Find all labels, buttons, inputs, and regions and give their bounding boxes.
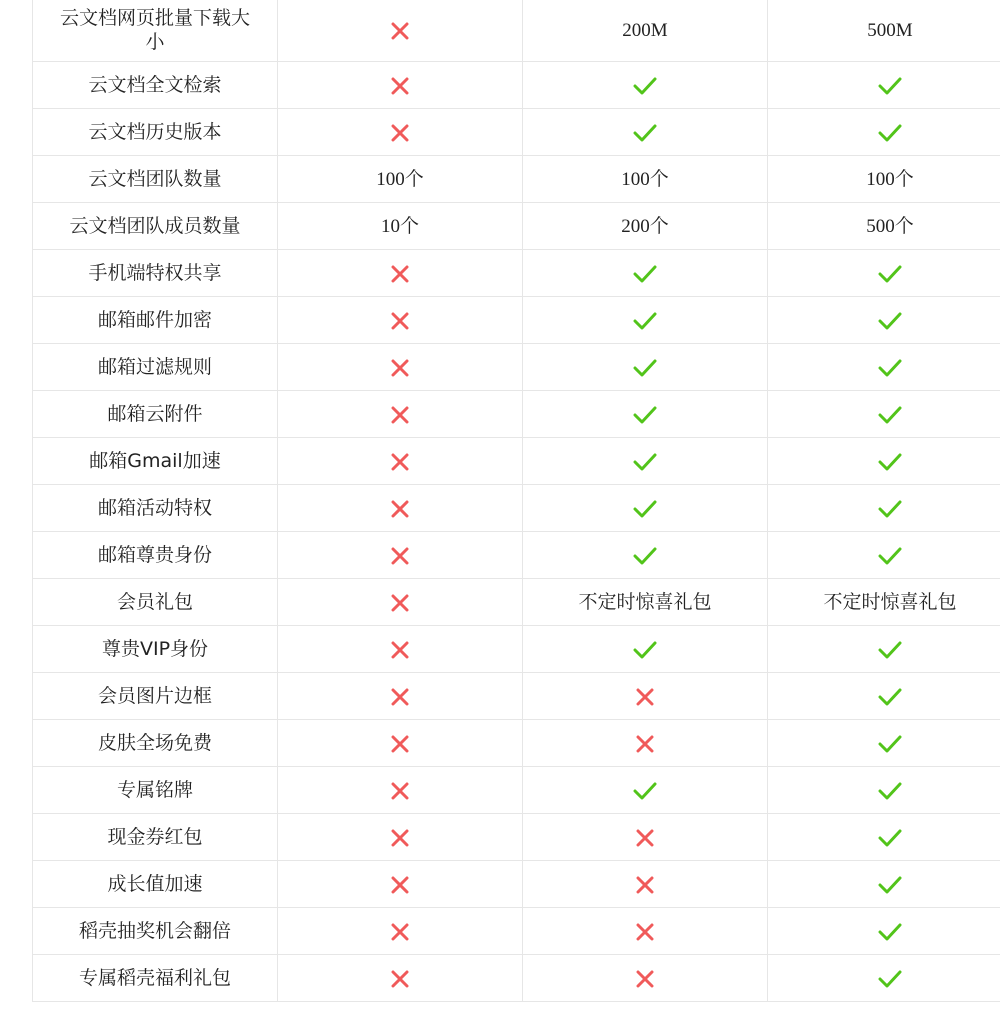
- plan-cell-3: [768, 579, 1000, 626]
- check-icon: [633, 311, 657, 331]
- feature-cell: [33, 438, 278, 485]
- table-row: [33, 626, 1000, 673]
- check-icon: [633, 76, 657, 96]
- feature-label: 云文档团队成员数量: [69, 215, 241, 237]
- feature-label: 云文档网页批量下载大小: [59, 7, 250, 53]
- value-text: 500个: [866, 215, 914, 237]
- plan-cell-2: [523, 203, 768, 250]
- plan-cell-2: [523, 391, 768, 438]
- check-icon: [633, 358, 657, 378]
- table-row: [33, 250, 1000, 297]
- feature-cell: [33, 156, 278, 203]
- feature-label: 邮箱邮件加密: [97, 309, 212, 331]
- plan-cell-3: [768, 391, 1000, 438]
- check-icon: [633, 123, 657, 143]
- plan-cell-3: [768, 0, 1000, 62]
- plan-cell-2: [523, 250, 768, 297]
- plan-cell-2: [523, 861, 768, 908]
- plan-cell-1: [278, 62, 523, 109]
- cross-icon: [636, 688, 654, 706]
- plan-cell-2: [523, 109, 768, 156]
- feature-label: 云文档全文检索: [88, 74, 222, 96]
- plan-cell-1: [278, 485, 523, 532]
- cross-icon: [391, 594, 409, 612]
- feature-cell: [33, 861, 278, 908]
- feature-label: 手机端特权共享: [88, 262, 222, 284]
- feature-cell: [33, 250, 278, 297]
- plan-cell-2: [523, 297, 768, 344]
- check-icon: [633, 640, 657, 660]
- check-icon: [633, 499, 657, 519]
- feature-cell: [33, 579, 278, 626]
- table-row: [33, 673, 1000, 720]
- cross-icon: [391, 406, 409, 424]
- plan-cell-1: [278, 814, 523, 861]
- plan-cell-2: [523, 767, 768, 814]
- feature-label: 成长值加速: [107, 873, 203, 895]
- check-icon: [878, 405, 902, 425]
- cross-icon: [391, 688, 409, 706]
- feature-label: 专属铭牌: [116, 779, 193, 801]
- check-icon: [878, 76, 902, 96]
- value-text: 不定时惊喜礼包: [823, 591, 957, 613]
- feature-cell: [33, 391, 278, 438]
- cross-icon: [391, 641, 409, 659]
- plan-cell-2: [523, 720, 768, 767]
- check-icon: [878, 311, 902, 331]
- cross-icon: [636, 829, 654, 847]
- plan-cell-2: [523, 908, 768, 955]
- value-text: 100个: [376, 168, 424, 190]
- plan-cell-3: [768, 908, 1000, 955]
- plan-cell-3: [768, 297, 1000, 344]
- plan-cell-2: [523, 344, 768, 391]
- table-row: [33, 485, 1000, 532]
- plan-cell-2: [523, 62, 768, 109]
- check-icon: [878, 969, 902, 989]
- plan-cell-2: [523, 814, 768, 861]
- cross-icon: [391, 22, 409, 40]
- cross-icon: [391, 876, 409, 894]
- plan-cell-3: [768, 62, 1000, 109]
- plan-cell-1: [278, 438, 523, 485]
- cross-icon: [391, 312, 409, 330]
- check-icon: [878, 546, 902, 566]
- value-text: 10个: [380, 215, 419, 237]
- plan-cell-1: [278, 579, 523, 626]
- plan-cell-3: [768, 203, 1000, 250]
- feature-cell: [33, 0, 278, 62]
- plan-cell-3: [768, 861, 1000, 908]
- check-icon: [878, 828, 902, 848]
- table-row: [33, 0, 1000, 62]
- check-icon: [633, 546, 657, 566]
- feature-cell: [33, 109, 278, 156]
- plan-cell-3: [768, 673, 1000, 720]
- table-row: [33, 156, 1000, 203]
- table-row: [33, 62, 1000, 109]
- privilege-comparison-table: [32, 0, 1000, 1002]
- plan-cell-3: [768, 344, 1000, 391]
- cross-icon: [391, 265, 409, 283]
- feature-label: 会员图片边框: [97, 685, 212, 707]
- cross-icon: [391, 359, 409, 377]
- value-text: 100个: [621, 168, 669, 190]
- plan-cell-1: [278, 391, 523, 438]
- feature-label: 会员礼包: [116, 591, 193, 613]
- feature-label: 邮箱Gmail加速: [89, 450, 221, 472]
- plan-cell-3: [768, 156, 1000, 203]
- plan-cell-2: [523, 673, 768, 720]
- cross-icon: [391, 782, 409, 800]
- plan-cell-3: [768, 438, 1000, 485]
- feature-cell: [33, 767, 278, 814]
- plan-cell-3: [768, 485, 1000, 532]
- cross-icon: [391, 829, 409, 847]
- plan-cell-3: [768, 250, 1000, 297]
- plan-cell-1: [278, 908, 523, 955]
- value-text: 500M: [867, 19, 913, 41]
- feature-label: 尊贵VIP身份: [101, 638, 209, 660]
- value-text: 200M: [622, 19, 668, 41]
- table-row: [33, 203, 1000, 250]
- feature-label: 邮箱过滤规则: [97, 356, 212, 378]
- feature-cell: [33, 673, 278, 720]
- table-row: [33, 720, 1000, 767]
- feature-label: 邮箱活动特权: [97, 497, 212, 519]
- check-icon: [878, 640, 902, 660]
- feature-label: 皮肤全场免费: [97, 732, 212, 754]
- table-row: [33, 344, 1000, 391]
- check-icon: [878, 123, 902, 143]
- value-text: 200个: [621, 215, 669, 237]
- feature-label: 云文档历史版本: [88, 121, 222, 143]
- table-row: [33, 767, 1000, 814]
- feature-cell: [33, 62, 278, 109]
- feature-label: 邮箱尊贵身份: [97, 544, 212, 566]
- feature-cell: [33, 626, 278, 673]
- plan-cell-2: [523, 579, 768, 626]
- check-icon: [633, 781, 657, 801]
- plan-cell-3: [768, 955, 1000, 1002]
- cross-icon: [391, 735, 409, 753]
- plan-cell-1: [278, 955, 523, 1002]
- plan-cell-3: [768, 109, 1000, 156]
- plan-cell-1: [278, 767, 523, 814]
- feature-cell: [33, 908, 278, 955]
- plan-cell-1: [278, 203, 523, 250]
- cross-icon: [636, 735, 654, 753]
- plan-cell-1: [278, 673, 523, 720]
- cross-icon: [391, 453, 409, 471]
- table-row: [33, 861, 1000, 908]
- plan-cell-2: [523, 955, 768, 1002]
- check-icon: [878, 358, 902, 378]
- feature-cell: [33, 532, 278, 579]
- check-icon: [878, 734, 902, 754]
- cross-icon: [636, 876, 654, 894]
- plan-cell-1: [278, 109, 523, 156]
- plan-cell-3: [768, 720, 1000, 767]
- table-row: [33, 438, 1000, 485]
- cross-icon: [391, 500, 409, 518]
- plan-cell-1: [278, 532, 523, 579]
- table-row: [33, 814, 1000, 861]
- plan-cell-3: [768, 814, 1000, 861]
- check-icon: [878, 264, 902, 284]
- table-row: [33, 109, 1000, 156]
- plan-cell-1: [278, 0, 523, 62]
- feature-cell: [33, 344, 278, 391]
- value-text: 不定时惊喜礼包: [578, 591, 712, 613]
- feature-cell: [33, 203, 278, 250]
- feature-label: 稻壳抽奖机会翻倍: [78, 920, 231, 942]
- cross-icon: [636, 970, 654, 988]
- plan-cell-1: [278, 250, 523, 297]
- plan-cell-3: [768, 626, 1000, 673]
- table-row: [33, 955, 1000, 1002]
- plan-cell-2: [523, 438, 768, 485]
- feature-label: 专属稻壳福利礼包: [78, 967, 231, 989]
- table-row: [33, 908, 1000, 955]
- check-icon: [878, 499, 902, 519]
- check-icon: [633, 452, 657, 472]
- value-text: 100个: [866, 168, 914, 190]
- plan-cell-2: [523, 626, 768, 673]
- check-icon: [878, 781, 902, 801]
- plan-cell-3: [768, 532, 1000, 579]
- plan-cell-2: [523, 532, 768, 579]
- check-icon: [878, 452, 902, 472]
- plan-cell-2: [523, 485, 768, 532]
- feature-label: 现金券红包: [107, 826, 203, 848]
- plan-cell-1: [278, 861, 523, 908]
- cross-icon: [391, 77, 409, 95]
- cross-icon: [636, 923, 654, 941]
- cross-icon: [391, 970, 409, 988]
- plan-cell-3: [768, 767, 1000, 814]
- plan-cell-1: [278, 626, 523, 673]
- feature-cell: [33, 297, 278, 344]
- cross-icon: [391, 547, 409, 565]
- plan-cell-1: [278, 720, 523, 767]
- plan-cell-2: [523, 156, 768, 203]
- cross-icon: [391, 923, 409, 941]
- plan-cell-1: [278, 297, 523, 344]
- table-row: [33, 579, 1000, 626]
- feature-label: 邮箱云附件: [107, 403, 203, 425]
- feature-cell: [33, 814, 278, 861]
- plan-cell-1: [278, 344, 523, 391]
- table-row: [33, 297, 1000, 344]
- check-icon: [878, 687, 902, 707]
- cross-icon: [391, 124, 409, 142]
- plan-cell-1: [278, 156, 523, 203]
- table-body: [33, 0, 1000, 1002]
- check-icon: [878, 875, 902, 895]
- check-icon: [633, 264, 657, 284]
- check-icon: [878, 922, 902, 942]
- feature-cell: [33, 485, 278, 532]
- check-icon: [633, 405, 657, 425]
- plan-cell-2: [523, 0, 768, 62]
- feature-cell: [33, 720, 278, 767]
- table-row: [33, 532, 1000, 579]
- feature-label: 云文档团队数量: [88, 168, 222, 190]
- feature-cell: [33, 955, 278, 1002]
- table-row: [33, 391, 1000, 438]
